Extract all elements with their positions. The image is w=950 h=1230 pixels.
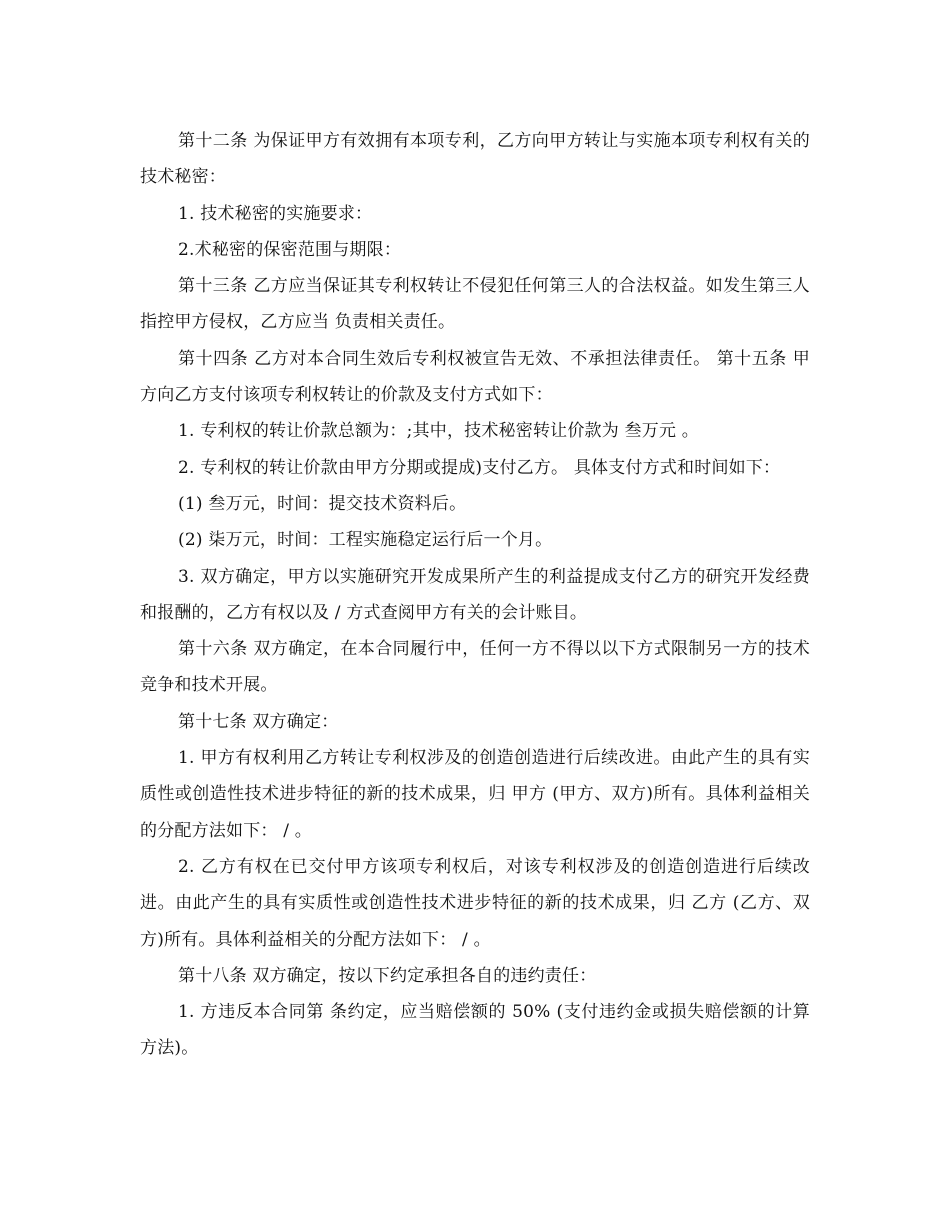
tech-secret-scope-item: 2.术秘密的保密范围与期限： [178,239,402,260]
article-16-paragraph: 第十六条 双方确定，在本合同履行中，任何一方不得以以下方式限制另一方的技术竞争和技术开展。 [140,639,810,696]
article-17-heading: 第十七条 双方确定： [178,711,339,732]
document-body [140,123,810,1067]
accounting-review-item: 3. 双方确定，甲方以实施研究开发成果所产生的利益提成支付乙方的研究开发经费和报酬的，乙方有权以及 / 方式查阅甲方有关的会计账目。 [140,566,810,623]
party-b-improvement-item: 2. 乙方有权在已交付甲方该项专利权后，对该专利权涉及的创造创造进行后续改进。由此产生的具有实质性或创造性技术进步特征的新的技术成果，归 乙方 (乙方、双方)所有。具体利益相关的分配方法如下： / 。 [140,856,810,950]
article-14-15-paragraph: 第十四条 乙方对本合同生效后专利权被宣告无效、不承担法律责任。 第十五条 甲方向乙方支付该项专利权转让的价款及支付方式如下： [140,348,810,406]
article-13-paragraph: 第十三条 乙方应当保证其专利权转让不侵犯任何第三人的合法权益。如发生第三人指控甲方侵权，乙方应当 负责相关责任。 [140,276,810,333]
article-18-heading: 第十八条 双方确定，按以下约定承担各自的违约责任： [178,965,597,986]
transfer-price-item: 1. 专利权的转让价款总额为：;其中，技术秘密转让价款为 叁万元 。 [178,421,699,442]
tech-secret-requirements-item: 1. 技术秘密的实施要求： [178,203,373,224]
party-a-improvement-item: 1. 甲方有权利用乙方转让专利权涉及的创造创造进行后续改进。由此产生的具有实质性或创造性技术进步特征的新的技术成果，归 甲方 (甲方、双方)所有。具体利益相关的分配方法如下： / 。 [140,748,810,841]
breach-liability-item: 1. 方违反本合同第 条约定，应当赔偿额的 50% (支付违约金或损失赔偿额的计算方法)。 [140,1002,810,1059]
payment-installment-1: (1) 叁万元，时间：提交技术资料后。 [178,493,467,514]
article-12-paragraph: 第十二条 为保证甲方有效拥有本项专利，乙方向甲方转让与实施本项专利权有关的技术秘密： [140,131,810,188]
payment-installment-2: (2) 柒万元，时间：工程实施稳定运行后一个月。 [178,530,553,551]
payment-method-item: 2. 专利权的转让价款由甲方分期或提成)支付乙方。 具体支付方式和时间如下： [178,457,781,478]
